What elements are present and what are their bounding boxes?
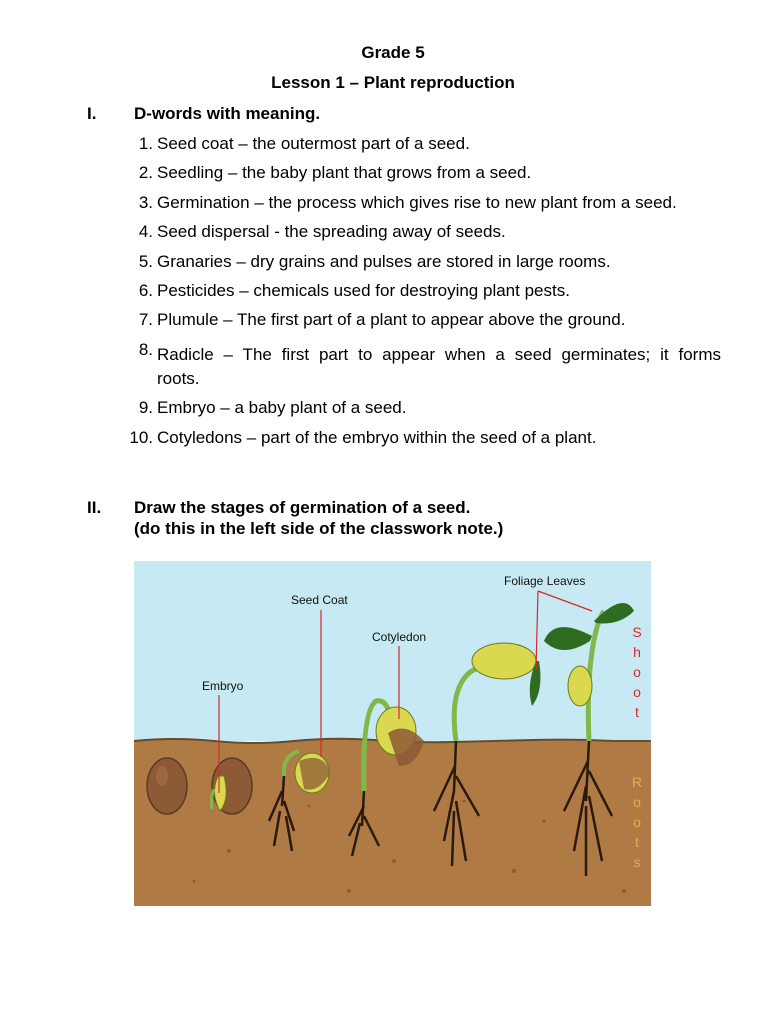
seed-stage-2-embryo — [211, 758, 252, 814]
list-item-number: 8. — [138, 340, 153, 359]
shoot-letter: o — [633, 684, 641, 700]
list-item-text: Germination – the process which gives rise to new plant from a seed. — [157, 193, 677, 212]
list-item-number: 5. — [138, 252, 153, 271]
germination-diagram — [134, 561, 651, 906]
roots-letter: s — [633, 854, 641, 870]
section-2-number: II. — [87, 498, 102, 517]
foliage-leaves-label: Foliage Leaves — [504, 574, 586, 588]
list-item-number: 10. — [129, 428, 153, 447]
list-item-number: 1. — [138, 134, 153, 153]
roots-letter: t — [635, 834, 639, 850]
list-item-text-continued: roots. — [157, 369, 200, 388]
shoot-letter: t — [635, 704, 639, 720]
list-item-text: Radicle – The first part to appear when a seed germinates; it forms — [157, 345, 721, 364]
list-item-number: 6. — [138, 281, 153, 300]
shoot-letter: o — [633, 664, 641, 680]
list-item-number: 2. — [138, 163, 153, 182]
list-item-text: Embryo – a baby plant of a seed. — [157, 398, 407, 417]
list-item-number: 9. — [138, 398, 153, 417]
roots-letter: o — [633, 814, 641, 830]
list-item-text: Seed coat – the outermost part of a seed. — [157, 134, 470, 153]
embryo-label: Embryo — [202, 679, 244, 693]
soil-ground — [134, 739, 651, 906]
section-2-title: Draw the stages of germination of a seed. — [134, 498, 471, 517]
roots-letter: o — [633, 794, 641, 810]
seed-coat-label: Seed Coat — [291, 593, 348, 607]
list-item-text: Pesticides – chemicals used for destroying plant pests. — [157, 281, 570, 300]
cotyledon-label: Cotyledon — [372, 630, 427, 644]
list-item-text: Cotyledons – part of the embryo within the seed of a plant. — [157, 428, 597, 447]
section-2-subtitle: (do this in the left side of the classwork note.) — [134, 519, 504, 538]
roots-letter: R — [631, 774, 643, 790]
section-1-title: D-words with meaning. — [134, 104, 321, 123]
shoot-letter: S — [632, 624, 642, 640]
grade-title: Grade 5 — [361, 43, 425, 62]
shoot-letter: h — [633, 644, 641, 660]
section-1-number: I. — [87, 104, 97, 123]
seed-stage-1 — [147, 758, 187, 814]
list-item-text: Seedling – the baby plant that grows from a seed. — [157, 163, 532, 182]
lesson-title: Lesson 1 – Plant reproduction — [271, 73, 515, 92]
list-item-text: Plumule – The first part of a plant to appear above the ground. — [157, 310, 626, 329]
list-item-text: Granaries – dry grains and pulses are stored in large rooms. — [157, 252, 611, 271]
list-item-text: Seed dispersal - the spreading away of seeds. — [157, 222, 506, 241]
list-item-number: 4. — [138, 222, 153, 241]
list-item-number: 7. — [138, 310, 153, 329]
list-item-number: 3. — [138, 193, 153, 212]
